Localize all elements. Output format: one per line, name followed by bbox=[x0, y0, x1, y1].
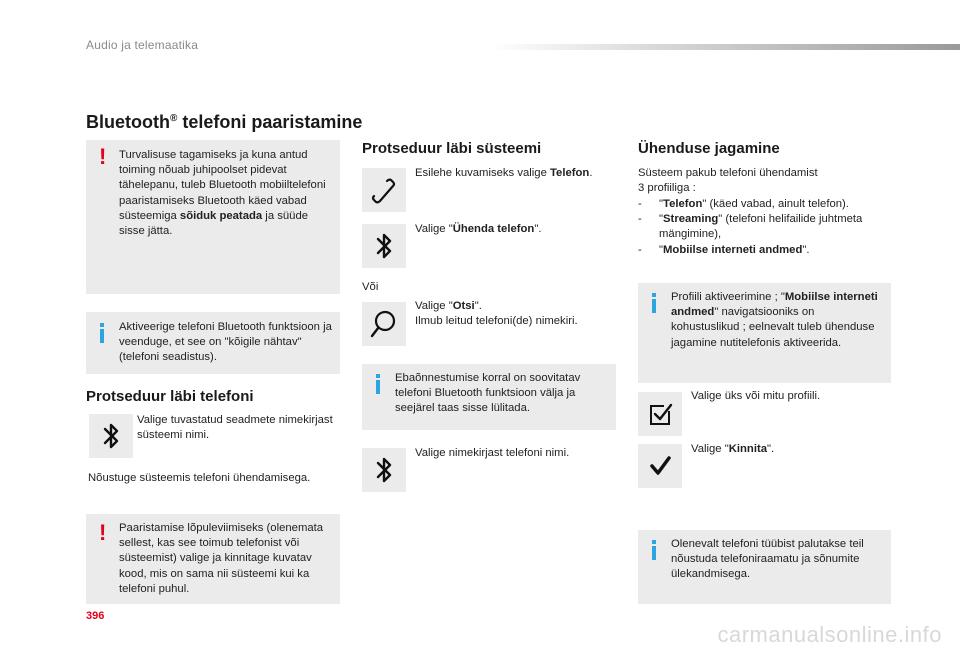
info-mark-icon bbox=[652, 293, 656, 315]
info-text-profile: Profiili aktiveerimine ; "Mobiilse interneti andmed" navigatsiooniks on kohustuslikud ; eelnevalt tuleb ühenduse jagamine nutitelefonis aktiveerida. bbox=[671, 291, 878, 349]
profile-dash-1: - bbox=[638, 198, 642, 210]
bluetooth-icon-box-1 bbox=[89, 414, 133, 458]
info-mark-icon bbox=[652, 540, 656, 562]
checkmark-icon bbox=[638, 444, 682, 488]
phone-handset-icon bbox=[362, 168, 406, 212]
profile-mobile-data: "Mobiilse interneti andmed". bbox=[659, 244, 810, 256]
search-icon-box bbox=[362, 302, 406, 346]
accept-connection-text: Nõustuge süsteemis telefoni ühendamisega. bbox=[88, 472, 311, 484]
step-select-profiles: Valige üks või mitu profiili. bbox=[691, 390, 821, 402]
warning-mark-icon: ! bbox=[99, 520, 107, 545]
or-text: Või bbox=[362, 281, 379, 293]
profile-streaming: "Streaming" (telefoni helifailide juhtmeta mängimine), bbox=[659, 213, 863, 241]
step-search: Valige "Otsi". Ilmub leitud telefoni(de) nimekiri. bbox=[415, 300, 578, 328]
section-header: Audio ja telemaatika bbox=[86, 38, 199, 52]
step-select-system: Valige tuvastatud seadmete nimekirjast süsteemi nimi. bbox=[137, 414, 333, 442]
sharing-intro: Süsteem pakub telefoni ühendamist 3 profiiliga : bbox=[638, 167, 818, 195]
profile-checkbox-icon bbox=[638, 392, 682, 436]
profile-dash-2: - bbox=[638, 213, 642, 225]
bluetooth-icon-box-3 bbox=[362, 448, 406, 492]
page-number: 396 bbox=[86, 610, 105, 622]
heading-system-procedure: Protseduur läbi süsteemi bbox=[362, 140, 542, 157]
header-bar bbox=[490, 44, 960, 50]
bluetooth-icon bbox=[362, 224, 406, 268]
profile-telephone: "Telefon" (käed vabad, ainult telefon). bbox=[659, 198, 849, 210]
checkmark-icon-box bbox=[638, 444, 682, 488]
page-title: Bluetooth® telefoni paaristamine bbox=[86, 112, 363, 132]
bluetooth-icon bbox=[362, 448, 406, 492]
bluetooth-icon bbox=[89, 414, 133, 458]
step-connect-phone: Valige "Ühenda telefon". bbox=[415, 223, 542, 235]
profile-dash-3: - bbox=[638, 244, 642, 256]
step-confirm: Valige "Kinnita". bbox=[691, 443, 775, 455]
info-text-activate: Aktiveerige telefoni Bluetooth funktsioon ja veenduge, et see on "kõigile nähtav" (telefoni seadistus). bbox=[119, 321, 332, 364]
info-text-failure: Ebaõnnestumise korral on soovitatav telefoni Bluetooth funktsioon välja ja seejärel taas sisse lülitada. bbox=[395, 372, 581, 415]
info-mark-icon bbox=[376, 374, 380, 396]
heading-connection-sharing: Ühenduse jagamine bbox=[638, 140, 780, 157]
info-mark-icon bbox=[100, 323, 104, 345]
warning-text-safety: Turvalisuse tagamiseks ja kuna antud toiming nõuab juhipoolset pidevat tähelepanu, tuleb Bluetooth mobiiltelefoni paaristamiseks Bluetooth käed vabad süsteemiga sõiduk peatada ja süüde sisse jätta. bbox=[119, 149, 326, 238]
info-text-phonebook: Olenevalt telefoni tüübist palutakse teil nõustuda telefoniraamatu ja sõnumite ülekandmisega. bbox=[671, 538, 864, 581]
heading-phone-procedure: Protseduur läbi telefoni bbox=[86, 388, 254, 405]
step-select-phone: Esilehe kuvamiseks valige Telefon. bbox=[415, 167, 593, 179]
warning-text-code: Paaristamise lõpuleviimiseks (olenemata sellest, kas see toimub telefonist või süsteemist) valige ja kinnitage kuvatav kood, mis on sama nii süsteemi kui ka telefoni puhul. bbox=[119, 522, 324, 595]
watermark: carmanualsonline.info bbox=[717, 622, 942, 647]
warning-mark-icon: ! bbox=[99, 144, 107, 169]
search-magnifier-icon bbox=[362, 302, 406, 346]
step-select-name: Valige nimekirjast telefoni nimi. bbox=[415, 447, 570, 459]
phone-icon-box bbox=[362, 168, 406, 212]
bluetooth-icon-box-2 bbox=[362, 224, 406, 268]
profile-checkbox-icon-box bbox=[638, 392, 682, 436]
